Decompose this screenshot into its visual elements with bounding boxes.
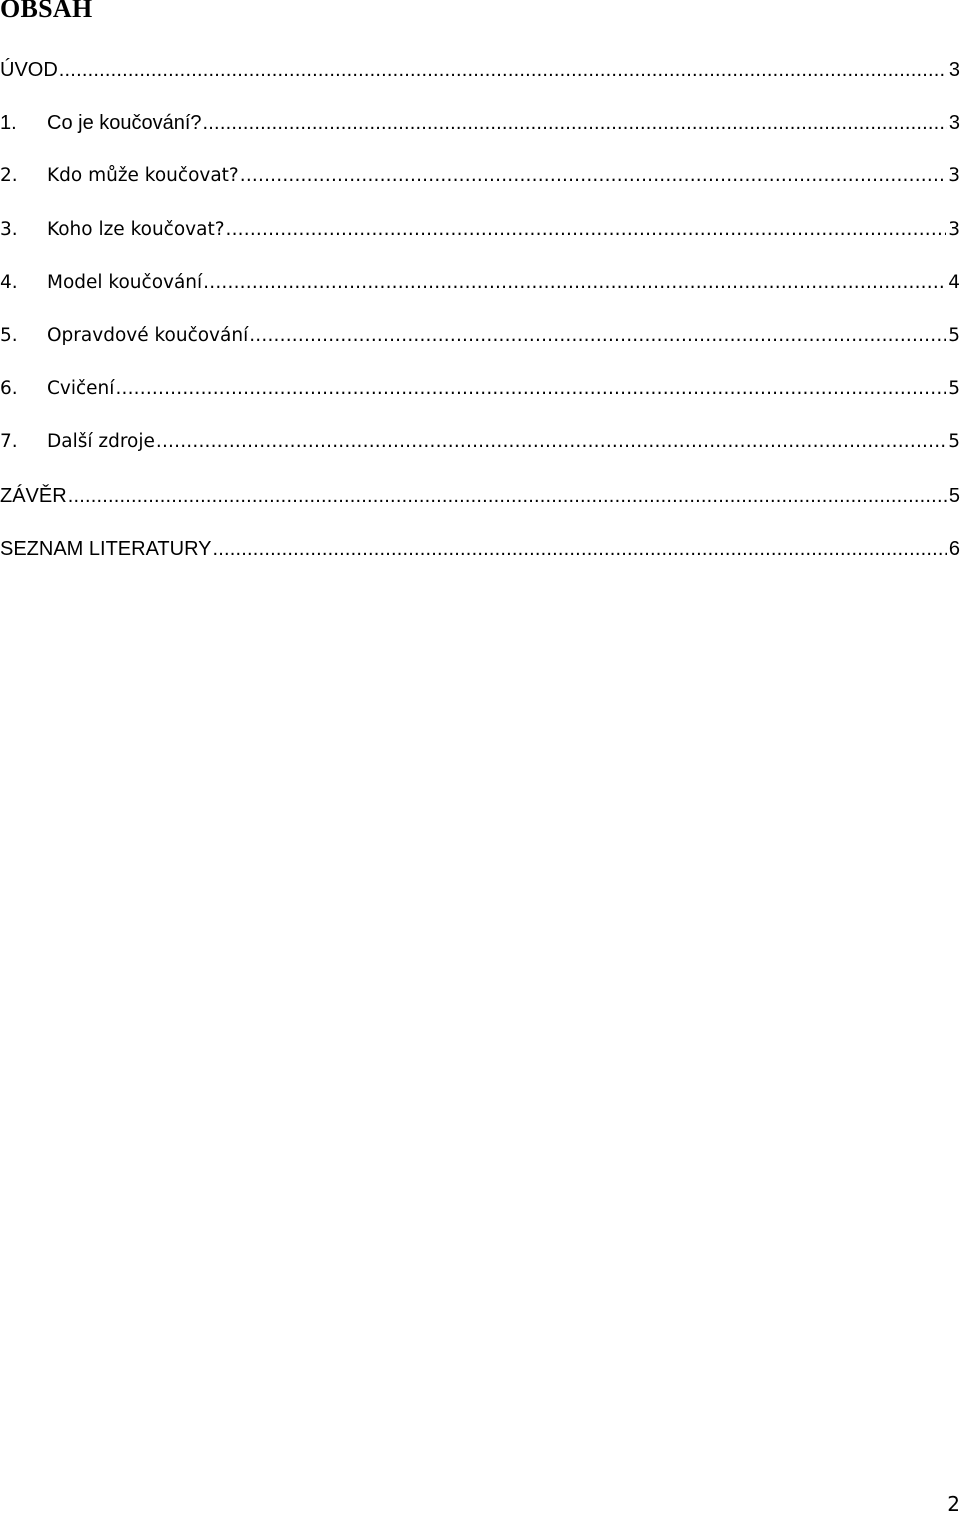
toc-entry-title: Co je koučování?: [47, 112, 202, 135]
toc-entry-4[interactable]: [0, 269, 960, 322]
toc-entry-1[interactable]: [0, 109, 960, 162]
toc-entry-number: 1.: [0, 112, 17, 135]
table-of-contents: [0, 56, 960, 588]
toc-entry-number: 5.: [0, 324, 18, 346]
dot-leader: [249, 322, 946, 350]
toc-entry-page: 5: [948, 484, 960, 507]
dot-leader: [115, 375, 946, 403]
toc-entry-7[interactable]: [0, 428, 960, 481]
toc-entry-page: 4: [948, 271, 960, 293]
dot-leader: [213, 535, 947, 563]
toc-entry-page: 3: [948, 218, 960, 240]
toc-entry-title: Další zdroje: [47, 431, 155, 453]
toc-entry-number: 4.: [0, 271, 18, 293]
dot-leader: [203, 269, 946, 297]
toc-entry-number: 2.: [0, 165, 18, 187]
toc-entry-3[interactable]: [0, 216, 960, 269]
toc-entry-page: 3: [948, 59, 960, 81]
toc-entry-zaver[interactable]: [0, 482, 960, 535]
dot-leader: [59, 56, 947, 84]
toc-entry-page: 3: [948, 112, 960, 135]
toc-entry-title: ÚVOD: [0, 59, 58, 81]
toc-entry-title: Opravdové koučování: [47, 324, 249, 346]
toc-entry-seznam-literatury[interactable]: [0, 535, 960, 588]
toc-entry-5[interactable]: [0, 322, 960, 375]
toc-entry-title: ZÁVĚR: [0, 484, 67, 507]
toc-entry-title: Koho lze koučovat?: [47, 218, 225, 240]
toc-entry-number: 6.: [0, 378, 18, 400]
toc-entry-uvod[interactable]: [0, 56, 960, 109]
toc-entry-page: 5: [948, 378, 960, 400]
toc-entry-number: 7.: [0, 431, 18, 453]
dot-leader: [156, 428, 946, 456]
toc-entry-page: 3: [948, 165, 960, 187]
toc-entry-number: 3.: [0, 218, 18, 240]
dot-leader: [240, 162, 946, 190]
dot-leader: [68, 482, 947, 510]
toc-entry-title: Cvičení: [47, 378, 115, 400]
toc-heading: OBSAH: [0, 0, 93, 23]
dot-leader: [203, 109, 947, 137]
toc-entry-page: 5: [948, 324, 960, 346]
dot-leader: [226, 216, 947, 244]
toc-entry-page: 6: [948, 537, 960, 560]
toc-entry-title: SEZNAM LITERATURY: [0, 537, 212, 560]
toc-entry-6[interactable]: [0, 375, 960, 428]
toc-entry-2[interactable]: [0, 162, 960, 215]
toc-entry-title: Model koučování: [47, 271, 203, 293]
page-number: 2: [947, 1492, 960, 1516]
toc-entry-page: 5: [948, 431, 960, 453]
toc-entry-title: Kdo může koučovat?: [47, 165, 239, 187]
